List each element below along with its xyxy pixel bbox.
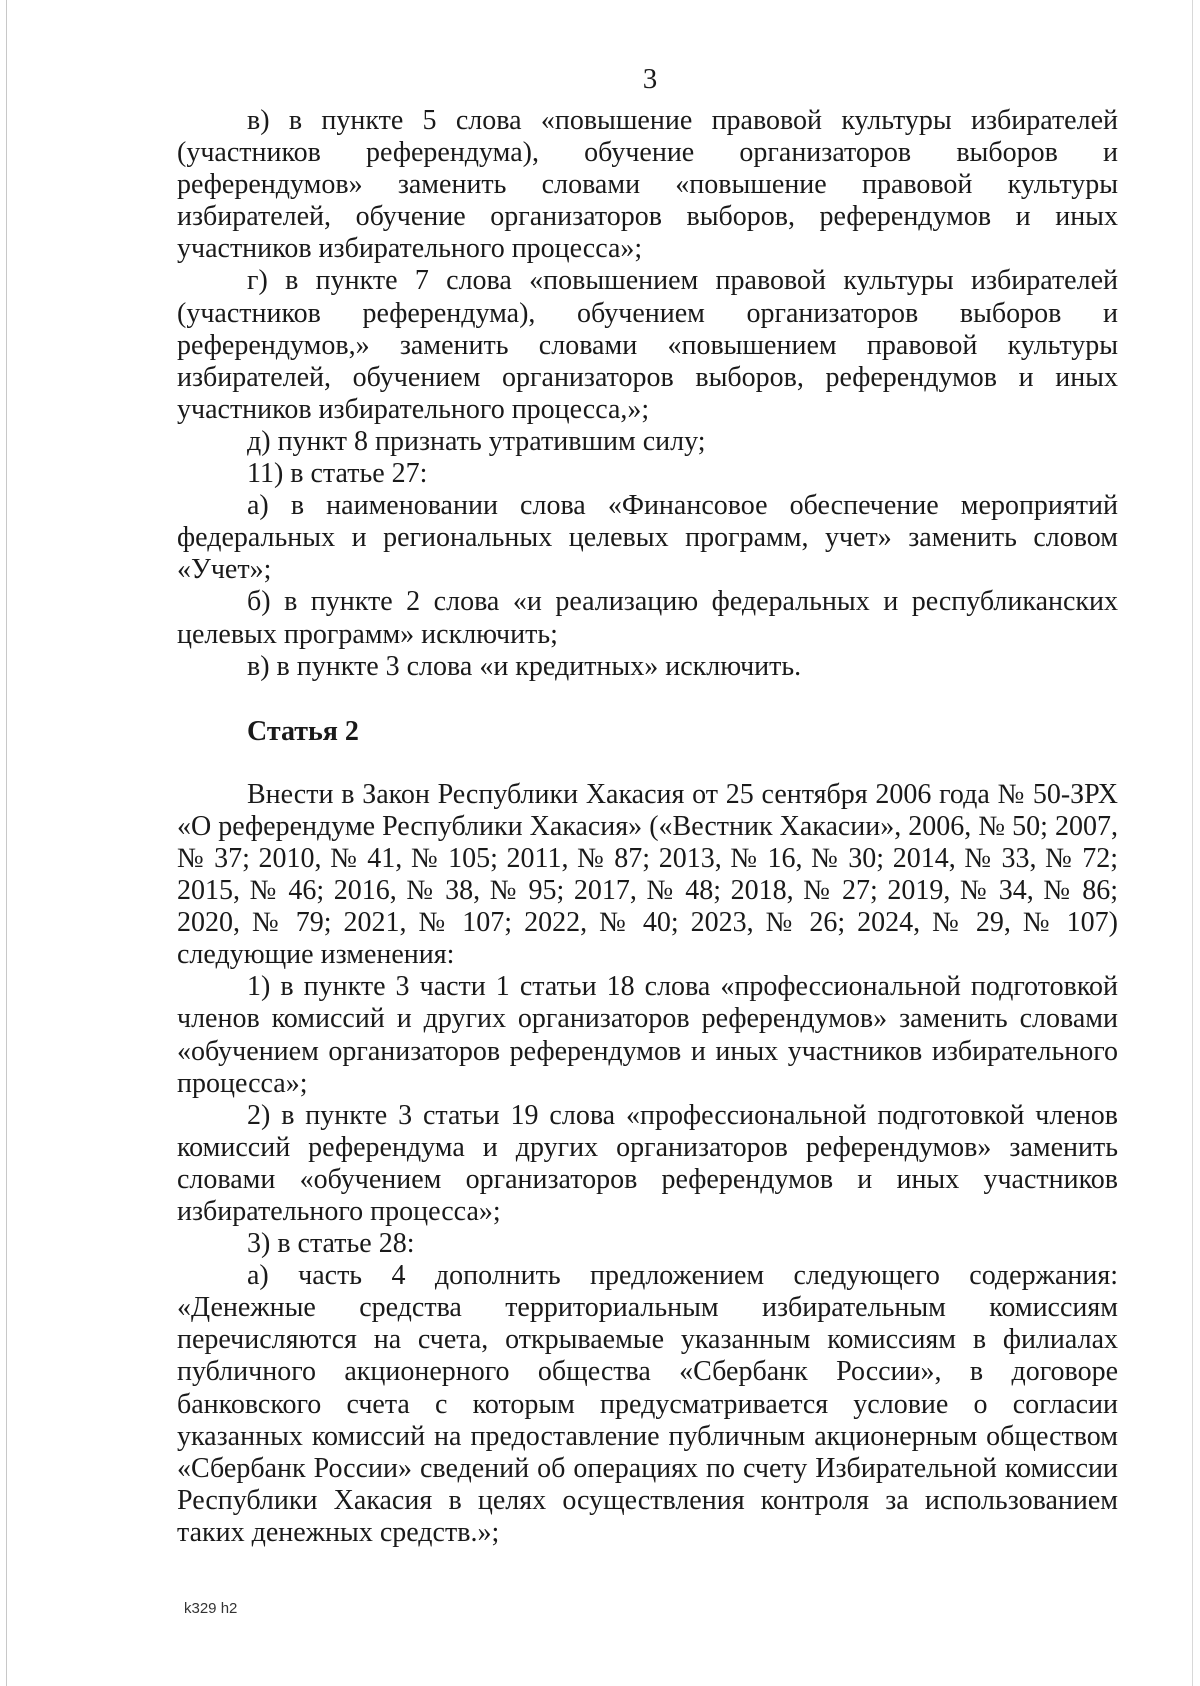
paragraph: г) в пункте 7 слова «повышением правовой культуры избирателей (участников референдума), обучением организаторов выборов и референдумов,» заменить словами «повышением правовой культуры избирателей, обучением организаторов выборов, референдумов и иных участников избирательного процесса,»;: [177, 265, 1118, 425]
footer-document-code: k329 h2: [184, 1600, 238, 1617]
paragraph: 3) в статье 28:: [247, 1228, 415, 1260]
scan-edge-line: [1192, 0, 1193, 1686]
paragraph: д) пункт 8 признать утратившим силу;: [247, 425, 706, 457]
scan-edge-line: [6, 0, 7, 1686]
paragraph: 1) в пункте 3 части 1 статьи 18 слова «профессиональной подготовкой членов комиссий и других организаторов референдумов» заменить словами «обучением организаторов референдумов и иных участников избирательного процесса»;: [177, 971, 1118, 1099]
paragraph: а) часть 4 дополнить предложением следующего содержания: «Денежные средства территориальным избирательным комиссиям перечисляются на счета, открываемые указанным комиссиям в филиалах публичного акционерного общества «Сбербанк России», в договоре банковского счета с которым предусматривается условие о согласии указанных комиссий на предоставление публичным акционерным обществом «Сбербанк России» сведений об операциях по счету Избирательной комиссии Республики Хакасия в целях осуществления контроля за использованием таких денежных средств.»;: [177, 1260, 1118, 1548]
document-body: [177, 105, 1118, 1549]
paragraph: в) в пункте 3 слова «и кредитных» исключить.: [247, 650, 802, 682]
paragraph: Внести в Закон Республики Хакасия от 25 сентября 2006 года № 50-ЗРХ «О референдуме Республики Хакасия» («Вестник Хакасии», 2006, № 50; 2007, № 37; 2010, № 41, № 105; 2011, № 87; 2013, № 16, № 30; 2014, № 33, № 72; 2015, № 46; 2016, № 38, № 95; 2017, № 48; 2018, № 27; 2019, № 34, № 86; 2020, № 79; 2021, № 107; 2022, № 40; 2023, № 26; 2024, № 29, № 107) следующие изменения:: [177, 778, 1118, 971]
paragraph: в) в пункте 5 слова «повышение правовой культуры избирателей (участников референдума), обучение организаторов выборов и референдумов» заменить словами «повышение правовой культуры избирателей, обучение организаторов выборов, референдумов и иных участников избирательного процесса»;: [177, 105, 1118, 265]
paragraph: 11) в статье 27:: [247, 458, 428, 490]
paragraph: 2) в пункте 3 статьи 19 слова «профессиональной подготовкой членов комиссий референдума и других организаторов референдумов» заменить словами «обучением организаторов референдумов и иных участников избирательного процесса»;: [177, 1099, 1118, 1227]
page-number: 3: [642, 63, 658, 95]
paragraph: а) в наименовании слова «Финансовое обеспечение мероприятий федеральных и региональных целевых программ, учет» заменить словом «Учет»;: [177, 490, 1118, 586]
paragraph: б) в пункте 2 слова «и реализацию федеральных и республиканских целевых программ» исключить;: [177, 586, 1118, 650]
article-heading: Статья 2: [247, 715, 359, 747]
